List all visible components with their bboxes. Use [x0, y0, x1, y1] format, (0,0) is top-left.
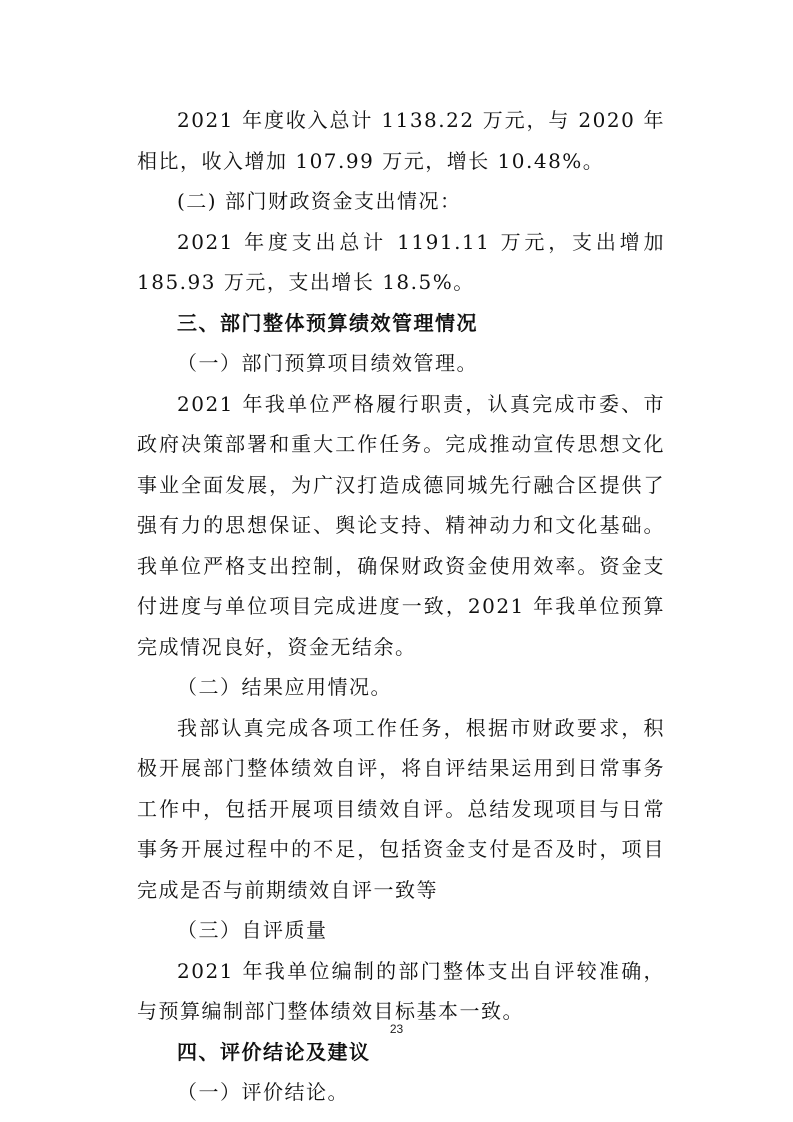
- paragraph-performance-details: 2021 年我单位严格履行职责，认真完成市委、市政府决策部署和重大工作任务。完成推动宣传思想文化事业全面发展，为广汉打造成德同城先行融合区提供了强有力的思想保证、舆论支持、精神动力和文化基础。我单位严格支出控制，确保财政资金使用效率。资金支付进度与单位项目完成进度一致，2021 年我单位预算完成情况良好，资金无结余。: [137, 391, 665, 659]
- document-body: [137, 100, 665, 1113]
- section-heading-3: 三、部门整体预算绩效管理情况: [177, 310, 478, 335]
- paragraph-result-application: 我部认真完成各项工作任务，根据市财政要求，积极开展部门整体绩效自评，将自评结果运用到日常事务工作中，包括开展项目绩效自评。总结发现项目与日常事务开展过程中的不足，包括资金支付是否及时，项目完成是否与前期绩效自评一致等: [137, 715, 665, 902]
- subheading-self-evaluation-quality: （三）自评质量: [177, 918, 328, 942]
- paragraph-income-summary: 2021 年度收入总计 1138.22 万元，与 2020 年相比，收入增加 107.99 万元，增长 10.48%。: [137, 108, 665, 173]
- paragraph-expenditure-summary: 2021 年度支出总计 1191.11 万元，支出增加 185.93 万元，支出增长 18.5%。: [137, 229, 665, 294]
- page-number: 23: [389, 1022, 404, 1036]
- subheading-evaluation-conclusion: （一）评价结论。: [177, 1080, 349, 1104]
- section-heading-4: 四、评价结论及建议: [177, 1039, 371, 1064]
- subheading-result-application: （二）结果应用情况。: [177, 675, 392, 699]
- paragraph-self-evaluation-quality: 2021 年我单位编制的部门整体支出自评较准确，与预算编制部门整体绩效目标基本一致。: [137, 958, 665, 1023]
- subheading-project-performance: （一）部门预算项目绩效管理。: [177, 351, 478, 375]
- paragraph-expenditure-subheading: (二) 部门财政资金支出情况：: [177, 189, 462, 213]
